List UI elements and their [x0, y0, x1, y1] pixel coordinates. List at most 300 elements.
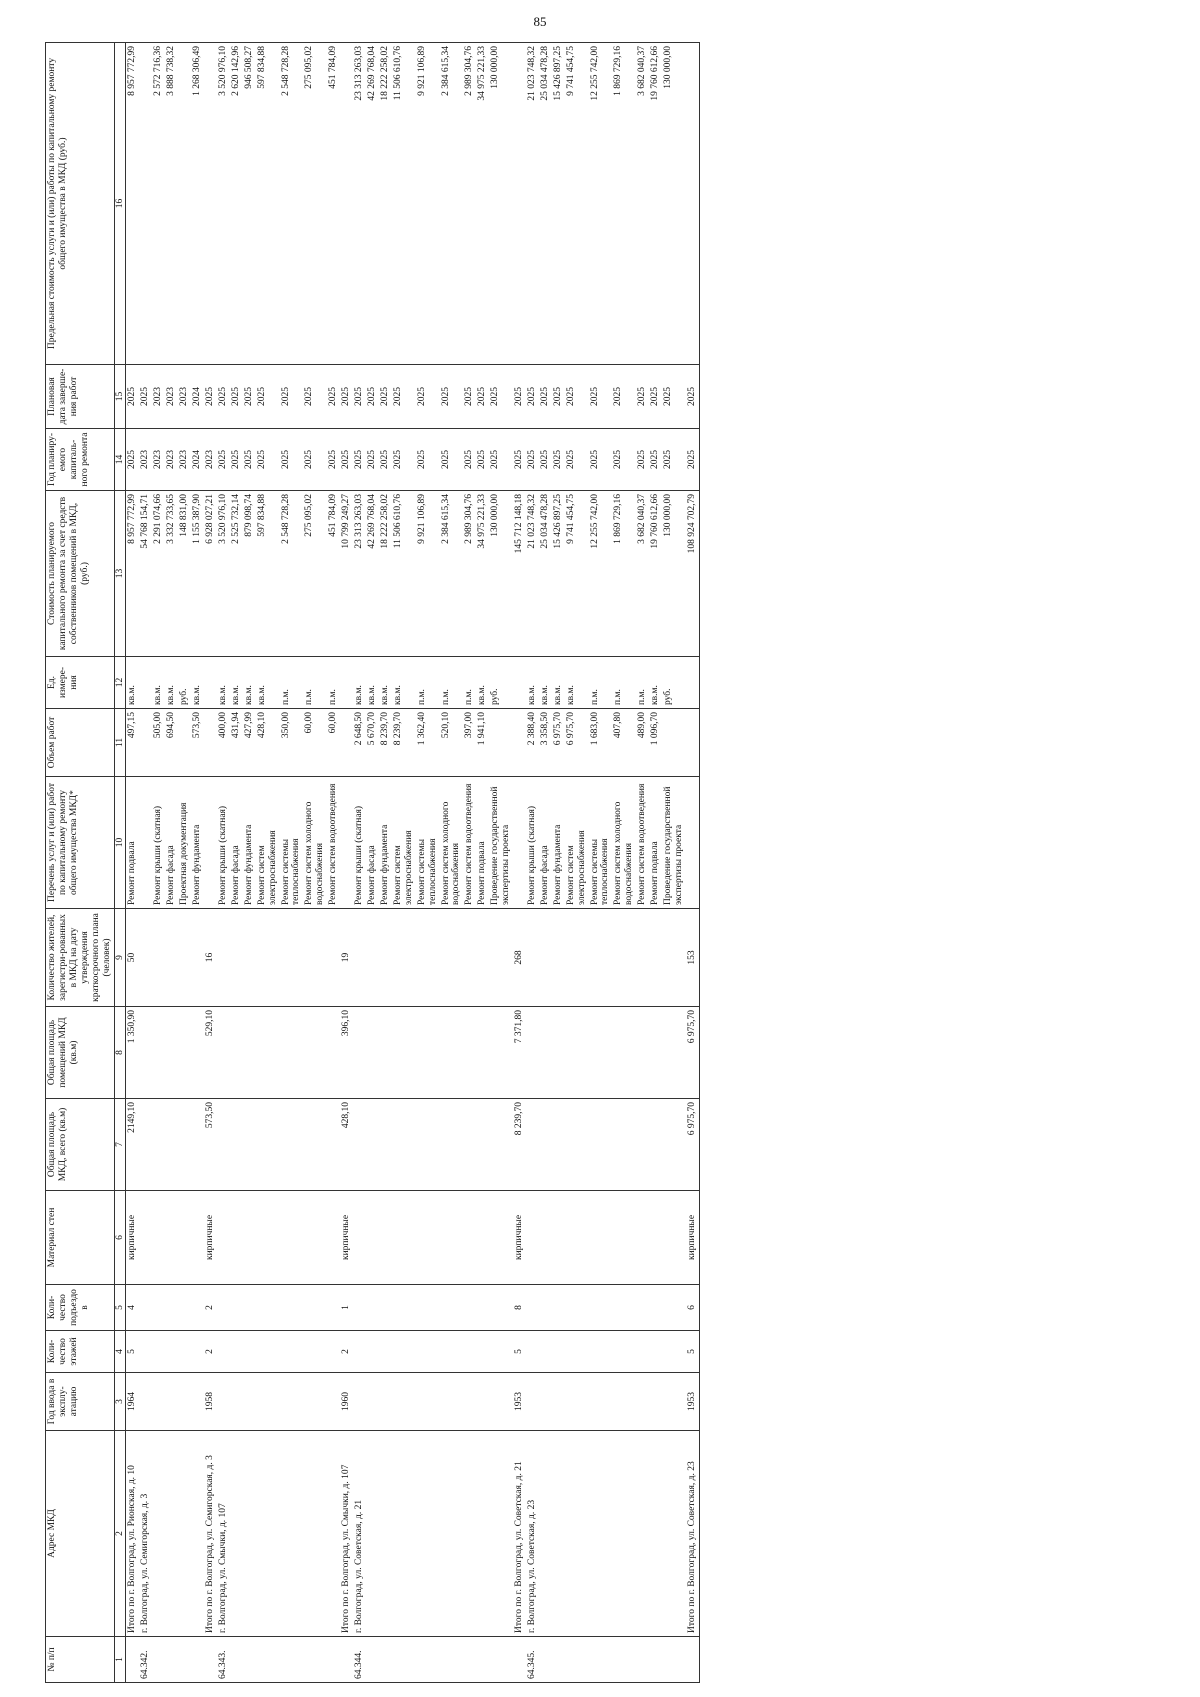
total-row — [340, 43, 353, 1683]
cell-col-12: руб. — [662, 657, 686, 709]
cell-col-2 — [303, 1431, 327, 1637]
cell-col-9 — [392, 909, 416, 1007]
cell-col-1 — [165, 1637, 178, 1683]
cell-col-6 — [139, 1191, 152, 1285]
cell-col-13: 3 682 040,37 — [636, 491, 649, 657]
cell-col-8 — [256, 1007, 280, 1099]
total-row — [204, 43, 217, 1683]
cell-col-15: 2025 — [280, 365, 304, 429]
cell-col-9 — [139, 909, 152, 1007]
cell-col-13: 19 760 612,66 — [649, 491, 662, 657]
cell-col-9 — [416, 909, 440, 1007]
cell-col-6: кирпичные — [204, 1191, 217, 1285]
cell-col-14: 2023 — [152, 429, 165, 491]
column-header-2: Адрес МКД — [46, 1431, 115, 1637]
cell-col-15: 2025 — [392, 365, 416, 429]
cell-col-1 — [662, 1637, 686, 1683]
cell-col-6 — [649, 1191, 662, 1285]
cell-col-13: 3 520 976,10 — [217, 491, 230, 657]
cell-col-3 — [139, 1373, 152, 1431]
cell-col-1 — [416, 1637, 440, 1683]
cell-col-8 — [353, 1007, 366, 1099]
cell-col-3 — [379, 1373, 392, 1431]
cell-col-8 — [539, 1007, 552, 1099]
cell-col-14: 2025 — [636, 429, 649, 491]
cell-col-2 — [165, 1431, 178, 1637]
cell-col-15: 2025 — [440, 365, 464, 429]
cell-col-2 — [552, 1431, 565, 1637]
cell-col-13: 34 975 221,33 — [476, 491, 489, 657]
cell-col-14: 2025 — [416, 429, 440, 491]
cell-col-14: 2025 — [662, 429, 686, 491]
cell-col-15: 2025 — [649, 365, 662, 429]
cell-col-7 — [243, 1099, 256, 1191]
cell-col-1 — [191, 1637, 204, 1683]
table-row — [440, 43, 464, 1683]
cell-col-11 — [513, 709, 526, 777]
cell-col-6 — [366, 1191, 379, 1285]
cell-col-10: Ремонт систем холодного водоснабжения — [612, 777, 636, 909]
cell-col-12: п.м. — [636, 657, 649, 709]
cell-col-1 — [152, 1637, 165, 1683]
cell-col-12: п.м. — [327, 657, 340, 709]
cell-col-1 — [327, 1637, 340, 1683]
cell-col-14: 2025 — [303, 429, 327, 491]
cell-col-3 — [327, 1373, 340, 1431]
cell-col-15: 2025 — [353, 365, 366, 429]
cell-col-6 — [489, 1191, 513, 1285]
cell-col-13: 9 741 454,75 — [565, 491, 589, 657]
cell-col-3 — [243, 1373, 256, 1431]
cell-col-12: кв.м. — [366, 657, 379, 709]
cell-col-16: 3 682 040,37 — [636, 43, 649, 365]
cell-col-1 — [489, 1637, 513, 1683]
cell-col-12: кв.м. — [476, 657, 489, 709]
cell-col-7 — [217, 1099, 230, 1191]
cell-col-6 — [476, 1191, 489, 1285]
cell-col-5 — [416, 1285, 440, 1331]
cell-col-15: 2025 — [565, 365, 589, 429]
cell-col-16: 3 888 738,32 — [165, 43, 178, 365]
cell-col-14: 2023 — [165, 429, 178, 491]
cell-col-10 — [340, 777, 353, 909]
cell-col-14: 2023 — [204, 429, 217, 491]
cell-col-16: 9 921 106,89 — [416, 43, 440, 365]
cell-col-1 — [243, 1637, 256, 1683]
cell-col-7: 2149,10 — [126, 1099, 139, 1191]
cell-col-9 — [463, 909, 476, 1007]
cell-col-4 — [649, 1331, 662, 1373]
cell-col-4: 2 — [204, 1331, 217, 1373]
cell-col-15: 2025 — [636, 365, 649, 429]
cell-col-8 — [178, 1007, 191, 1099]
cell-col-4 — [280, 1331, 304, 1373]
cell-col-3 — [152, 1373, 165, 1431]
cell-col-12: кв.м. — [256, 657, 280, 709]
column-header-8: Общая площадь помещений МКД (кв.м) — [46, 1007, 115, 1099]
cell-col-10: Ремонт подвала — [126, 777, 139, 909]
cell-col-14: 2025 — [217, 429, 230, 491]
cell-col-13: 23 313 263,03 — [353, 491, 366, 657]
table-row — [489, 43, 513, 1683]
cell-col-5 — [191, 1285, 204, 1331]
cell-col-9 — [526, 909, 539, 1007]
cell-col-6 — [327, 1191, 340, 1285]
cell-col-10: Ремонт крыши (скатная) — [152, 777, 165, 909]
cell-col-7 — [327, 1099, 340, 1191]
cell-col-7 — [612, 1099, 636, 1191]
cell-col-7 — [280, 1099, 304, 1191]
cell-col-6 — [256, 1191, 280, 1285]
cell-col-12: кв.м. — [152, 657, 165, 709]
column-number-12: 12 — [114, 657, 126, 709]
cell-col-3 — [353, 1373, 366, 1431]
table-row — [589, 43, 613, 1683]
cell-col-1 — [552, 1637, 565, 1683]
cell-col-15: 2025 — [662, 365, 686, 429]
cell-col-7 — [256, 1099, 280, 1191]
cell-col-7 — [303, 1099, 327, 1191]
cell-col-5 — [463, 1285, 476, 1331]
cell-col-6 — [353, 1191, 366, 1285]
cell-col-1 — [476, 1637, 489, 1683]
cell-col-4: 5 — [686, 1331, 699, 1373]
cell-col-4 — [636, 1331, 649, 1373]
cell-col-4 — [539, 1331, 552, 1373]
cell-col-12: кв.м. — [243, 657, 256, 709]
cell-col-11 — [204, 709, 217, 777]
cell-col-3 — [463, 1373, 476, 1431]
cell-col-1 — [280, 1637, 304, 1683]
cell-col-4 — [489, 1331, 513, 1373]
cell-col-2: Итого по г. Волгоград, ул. Рионская, д. 10 — [126, 1431, 139, 1637]
cell-col-15: 2025 — [256, 365, 280, 429]
cell-col-15: 2025 — [686, 365, 699, 429]
cell-col-12 — [204, 657, 217, 709]
cell-col-12: кв.м. — [392, 657, 416, 709]
cell-col-14: 2025 — [392, 429, 416, 491]
cell-col-12: п.м. — [280, 657, 304, 709]
cell-col-13: 15 426 897,25 — [552, 491, 565, 657]
cell-col-4 — [662, 1331, 686, 1373]
column-header-3: Год ввода в эксплу-атацию — [46, 1373, 115, 1431]
cell-col-11: 5 670,70 — [366, 709, 379, 777]
cell-col-10 — [204, 777, 217, 909]
cell-col-4: 5 — [513, 1331, 526, 1373]
cell-col-3 — [303, 1373, 327, 1431]
table-row — [416, 43, 440, 1683]
table-row — [217, 43, 230, 1683]
cell-col-5 — [280, 1285, 304, 1331]
cell-col-9 — [178, 909, 191, 1007]
cell-col-2 — [662, 1431, 686, 1637]
cell-col-12: кв.м. — [539, 657, 552, 709]
cell-col-2 — [366, 1431, 379, 1637]
cell-col-16: 15 426 897,25 — [552, 43, 565, 365]
cell-col-13: 108 924 702,79 — [686, 491, 699, 657]
cell-col-10: Ремонт систем электроснабжения — [256, 777, 280, 909]
table-row — [191, 43, 204, 1683]
cell-col-8 — [662, 1007, 686, 1099]
cell-col-9: 19 — [340, 909, 353, 1007]
cell-col-16: 11 506 610,76 — [392, 43, 416, 365]
cell-col-2 — [589, 1431, 613, 1637]
cell-col-9 — [589, 909, 613, 1007]
cell-col-9: 50 — [126, 909, 139, 1007]
cell-col-13: 3 332 733,65 — [165, 491, 178, 657]
column-header-14: Год планиру-емого капиталь-ного ремонта — [46, 429, 115, 491]
cell-col-16: 2 548 728,28 — [280, 43, 304, 365]
cell-col-3: 1960 — [340, 1373, 353, 1431]
cell-col-14: 2025 — [366, 429, 379, 491]
cell-col-2: Итого по г. Волгоград, ул. Советская, д. 21 — [513, 1431, 526, 1637]
cell-col-6 — [280, 1191, 304, 1285]
cell-col-9 — [280, 909, 304, 1007]
cell-col-15: 2025 — [526, 365, 539, 429]
cell-col-12: кв.м. — [165, 657, 178, 709]
cell-col-12: кв.м. — [526, 657, 539, 709]
cell-col-15: 2025 — [217, 365, 230, 429]
cell-col-1 — [565, 1637, 589, 1683]
cell-col-12: кв.м. — [379, 657, 392, 709]
cell-col-3 — [612, 1373, 636, 1431]
cell-col-2 — [191, 1431, 204, 1637]
cell-col-2: г. Волгоград, ул. Советская, д. 21 — [353, 1431, 366, 1637]
cell-col-3 — [392, 1373, 416, 1431]
cell-col-14: 2025 — [489, 429, 513, 491]
cell-col-7 — [526, 1099, 539, 1191]
cell-col-9 — [327, 909, 340, 1007]
cell-col-9: 268 — [513, 909, 526, 1007]
cell-col-5 — [303, 1285, 327, 1331]
cell-col-9 — [217, 909, 230, 1007]
cell-col-15: 2025 — [513, 365, 526, 429]
cell-col-7 — [230, 1099, 243, 1191]
cell-col-4 — [612, 1331, 636, 1373]
cell-col-15: 2025 — [379, 365, 392, 429]
cell-col-13: 9 921 106,89 — [416, 491, 440, 657]
cell-col-11: 573,50 — [191, 709, 204, 777]
cell-col-15: 2025 — [539, 365, 552, 429]
cell-col-3 — [217, 1373, 230, 1431]
cell-col-13: 2 384 615,34 — [440, 491, 464, 657]
cell-col-12 — [513, 657, 526, 709]
cell-col-12: п.м. — [589, 657, 613, 709]
cell-col-11: 400,00 — [217, 709, 230, 777]
cell-col-10: Ремонт фундамента — [191, 777, 204, 909]
cell-col-4 — [217, 1331, 230, 1373]
cell-col-1: 64.342. — [139, 1637, 152, 1683]
cell-col-4 — [416, 1331, 440, 1373]
cell-col-16 — [178, 43, 191, 365]
table-row — [476, 43, 489, 1683]
table-row — [256, 43, 280, 1683]
cell-col-13: 2 989 304,76 — [463, 491, 476, 657]
cell-col-4 — [589, 1331, 613, 1373]
cell-col-8: 7 371,80 — [513, 1007, 526, 1099]
cell-col-3: 1953 — [513, 1373, 526, 1431]
cell-col-5 — [636, 1285, 649, 1331]
cell-col-12: кв.м. — [565, 657, 589, 709]
cell-col-2 — [416, 1431, 440, 1637]
cell-col-8 — [379, 1007, 392, 1099]
cell-col-1 — [513, 1637, 526, 1683]
table-row — [539, 43, 552, 1683]
cell-col-13: 2 291 074,66 — [152, 491, 165, 657]
cell-col-6 — [230, 1191, 243, 1285]
cell-col-13: 21 023 748,32 — [526, 491, 539, 657]
column-number-row — [114, 43, 126, 1683]
cell-col-3: 1964 — [126, 1373, 139, 1431]
column-number-4: 4 — [114, 1331, 126, 1373]
table-row — [565, 43, 589, 1683]
cell-col-12: п.м. — [612, 657, 636, 709]
cell-col-11: 1 941,10 — [476, 709, 489, 777]
cell-col-13: 6 928 027,21 — [204, 491, 217, 657]
cell-col-12 — [686, 657, 699, 709]
cell-col-5 — [139, 1285, 152, 1331]
cell-col-16: 2 620 142,96 — [230, 43, 243, 365]
cell-col-2: Итого по г. Волгоград, ул. Советская, д. 23 — [686, 1431, 699, 1637]
cell-col-14: 2025 — [243, 429, 256, 491]
cell-col-12: кв.м. — [217, 657, 230, 709]
cell-col-16: 18 222 258,02 — [379, 43, 392, 365]
table-row — [662, 43, 686, 1683]
cell-col-8 — [489, 1007, 513, 1099]
cell-col-13: 879 098,74 — [243, 491, 256, 657]
cell-col-5: 4 — [126, 1285, 139, 1331]
cell-col-11: 6 975,70 — [552, 709, 565, 777]
cell-col-14: 2025 — [539, 429, 552, 491]
cell-col-10: Проведение государственной экспертизы проекта — [662, 777, 686, 909]
cell-col-9 — [165, 909, 178, 1007]
cell-col-8 — [649, 1007, 662, 1099]
cell-col-11: 489,00 — [636, 709, 649, 777]
column-header-15: Плановая дата заверше-ния работ — [46, 365, 115, 429]
cell-col-2 — [612, 1431, 636, 1637]
cell-col-12: кв.м. — [353, 657, 366, 709]
column-header-11: Объем работ — [46, 709, 115, 777]
cell-col-10: Ремонт фасада — [230, 777, 243, 909]
cell-col-2 — [636, 1431, 649, 1637]
cell-col-15: 2023 — [152, 365, 165, 429]
table-row — [165, 43, 178, 1683]
cell-col-15: 2025 — [552, 365, 565, 429]
cell-col-13: 18 222 258,02 — [379, 491, 392, 657]
table-row — [392, 43, 416, 1683]
cell-col-16 — [340, 43, 353, 365]
cell-col-7 — [552, 1099, 565, 1191]
cell-col-16: 34 975 221,33 — [476, 43, 489, 365]
cell-col-14: 2025 — [565, 429, 589, 491]
column-number-5: 5 — [114, 1285, 126, 1331]
cell-col-1 — [366, 1637, 379, 1683]
cell-col-11: 60,00 — [303, 709, 327, 777]
column-number-10: 10 — [114, 777, 126, 909]
cell-col-8 — [526, 1007, 539, 1099]
cell-col-4 — [366, 1331, 379, 1373]
cell-col-14: 2025 — [589, 429, 613, 491]
cell-col-16 — [139, 43, 152, 365]
column-number-16: 16 — [114, 43, 126, 365]
cell-col-7 — [152, 1099, 165, 1191]
cell-col-6 — [565, 1191, 589, 1285]
cell-col-6 — [303, 1191, 327, 1285]
cell-col-9 — [366, 909, 379, 1007]
cell-col-15: 2025 — [139, 365, 152, 429]
cell-col-11 — [686, 709, 699, 777]
cell-col-15: 2025 — [126, 365, 139, 429]
cell-col-7 — [440, 1099, 464, 1191]
cell-col-4 — [191, 1331, 204, 1373]
cell-col-5 — [230, 1285, 243, 1331]
cell-col-12: кв.м. — [191, 657, 204, 709]
cell-col-12: кв.м. — [649, 657, 662, 709]
table-row — [552, 43, 565, 1683]
cell-col-10: Ремонт систем электроснабжения — [565, 777, 589, 909]
cell-col-11: 1 362,40 — [416, 709, 440, 777]
cell-col-4 — [379, 1331, 392, 1373]
total-row — [126, 43, 139, 1683]
cell-col-3 — [539, 1373, 552, 1431]
cell-col-4 — [526, 1331, 539, 1373]
cell-col-5 — [366, 1285, 379, 1331]
column-number-14: 14 — [114, 429, 126, 491]
cell-col-15: 2023 — [165, 365, 178, 429]
cell-col-13: 597 834,88 — [256, 491, 280, 657]
page-number: 85 — [533, 14, 547, 29]
cell-col-10: Проведение государственной экспертизы проекта — [489, 777, 513, 909]
cell-col-3 — [178, 1373, 191, 1431]
cell-col-8 — [636, 1007, 649, 1099]
cell-col-2 — [379, 1431, 392, 1637]
cell-col-5 — [662, 1285, 686, 1331]
cell-col-14: 2025 — [526, 429, 539, 491]
cell-col-13: 1 155 387,90 — [191, 491, 204, 657]
cell-col-1 — [230, 1637, 243, 1683]
cell-col-8 — [280, 1007, 304, 1099]
column-number-3: 3 — [114, 1373, 126, 1431]
cell-col-9: 16 — [204, 909, 217, 1007]
cell-col-15: 2025 — [476, 365, 489, 429]
cell-col-10 — [139, 777, 152, 909]
cell-col-3 — [526, 1373, 539, 1431]
cell-col-16: 597 834,88 — [256, 43, 280, 365]
cell-col-8 — [230, 1007, 243, 1099]
cell-col-4 — [463, 1331, 476, 1373]
cell-col-1 — [539, 1637, 552, 1683]
cell-col-5 — [379, 1285, 392, 1331]
cell-col-13: 2 525 732,14 — [230, 491, 243, 657]
cell-col-5 — [539, 1285, 552, 1331]
cell-col-6 — [589, 1191, 613, 1285]
cell-col-12: п.м. — [303, 657, 327, 709]
cell-col-8 — [565, 1007, 589, 1099]
cell-col-5 — [565, 1285, 589, 1331]
cell-col-3 — [589, 1373, 613, 1431]
cell-col-6 — [612, 1191, 636, 1285]
cell-col-4 — [165, 1331, 178, 1373]
cell-col-11: 1 683,00 — [589, 709, 613, 777]
cell-col-3 — [636, 1373, 649, 1431]
cell-col-16: 275 095,02 — [303, 43, 327, 365]
cell-col-8: 6 975,70 — [686, 1007, 699, 1099]
cell-col-9 — [539, 909, 552, 1007]
cell-col-12 — [340, 657, 353, 709]
cell-col-3 — [165, 1373, 178, 1431]
cell-col-12: п.м. — [416, 657, 440, 709]
cell-col-16: 23 313 263,03 — [353, 43, 366, 365]
